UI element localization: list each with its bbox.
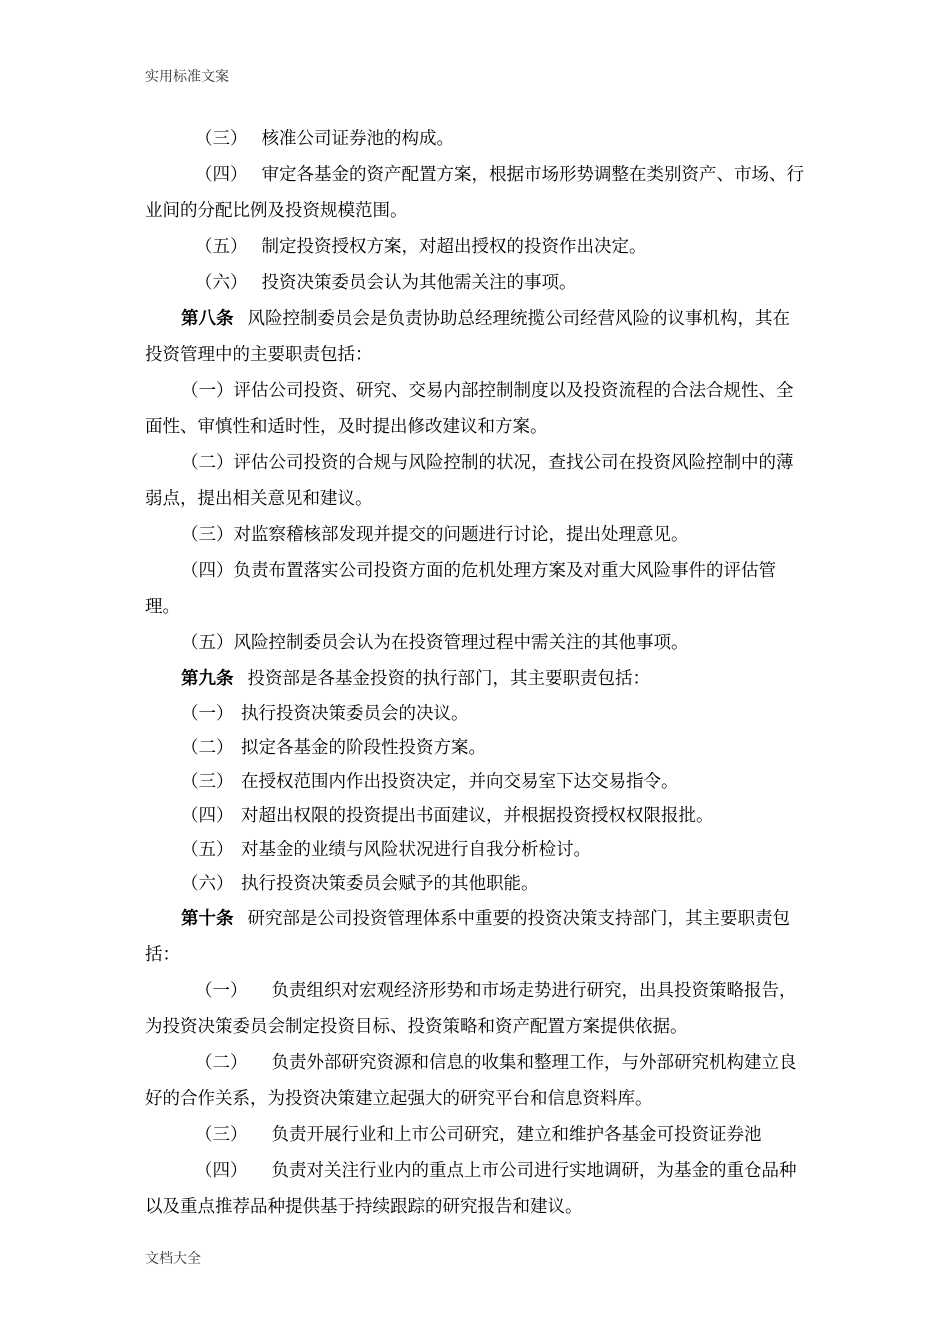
clause-item: （三） 在授权范围内作出投资决定，并向交易室下达交易指令。 (181, 772, 679, 792)
clause-item: （一）评估公司投资、研究、交易内部控制制度以及投资流程的合法合规性、全面性、审慎性和适时性，及时提出修改建议和方案。 (145, 381, 794, 437)
clause-item: （四）负责布置落实公司投资方面的危机处理方案及对重大风险事件的评估管理。 (145, 561, 776, 617)
article-8: 第八条 风险控制委员会是负责协助总经理统揽公司经营风险的议事机构，其在投资管理中的主要职责包括： (145, 309, 790, 365)
clause-item: （三） 负责开展行业和上市公司研究，建立和维护各基金可投资证券池 (195, 1125, 762, 1145)
clause-item: （一） 执行投资决策委员会的决议。 (181, 704, 469, 724)
article-10: 第十条 研究部是公司投资管理体系中重要的投资决策支持部门，其主要职责包括： (145, 909, 790, 965)
page-header: 实用标准文案 (145, 69, 229, 85)
article-title: 第十条 (181, 909, 234, 929)
article-9: 第九条 投资部是各基金投资的执行部门，其主要职责包括： (181, 669, 650, 689)
clause-item: （四） 审定各基金的资产配置方案，根据市场形势调整在类别资产、市场、行业间的分配比例及投资规模范围。 (145, 165, 804, 221)
article-title: 第八条 (181, 309, 234, 329)
clause-item: （二） 拟定各基金的阶段性投资方案。 (181, 738, 486, 758)
clause-item: （二） 负责外部研究资源和信息的收集和整理工作，与外部研究机构建立良好的合作关系，为投资决策建立起强大的研究平台和信息资料库。 (145, 1053, 797, 1109)
clause-item: （五）风险控制委员会认为在投资管理过程中需关注的其他事项。 (181, 633, 689, 653)
clause-item: （二）评估公司投资的合规与风险控制的状况，查找公司在投资风险控制中的薄弱点，提出相关意见和建议。 (145, 453, 794, 509)
clause-item: （四） 对超出权限的投资提出书面建议，并根据投资授权权限报批。 (181, 806, 714, 826)
clause-item: （五） 对基金的业绩与风险状况进行自我分析检讨。 (181, 840, 591, 860)
page-footer: 文档大全 (145, 1251, 201, 1267)
clause-item: （一） 负责组织对宏观经济形势和市场走势进行研究，出具投资策略报告，为投资决策委员会制定投资目标、投资策略和资产配置方案提供依据。 (145, 981, 797, 1037)
clause-item: （四） 负责对关注行业内的重点上市公司进行实地调研，为基金的重仓品种以及重点推荐品种提供基于持续跟踪的研究报告和建议。 (145, 1161, 797, 1217)
document-body (145, 121, 805, 1225)
clause-item: （五） 制定投资授权方案，对超出授权的投资作出决定。 (195, 237, 647, 257)
article-title: 第九条 (181, 669, 234, 689)
clause-item: （六） 投资决策委员会认为其他需关注的事项。 (195, 273, 577, 293)
clause-item: （六） 执行投资决策委员会赋予的其他职能。 (181, 874, 539, 894)
clause-item: （三）对监察稽核部发现并提交的问题进行讨论，提出处理意见。 (181, 525, 689, 545)
clause-item: （三） 核准公司证券池的构成。 (195, 129, 454, 149)
